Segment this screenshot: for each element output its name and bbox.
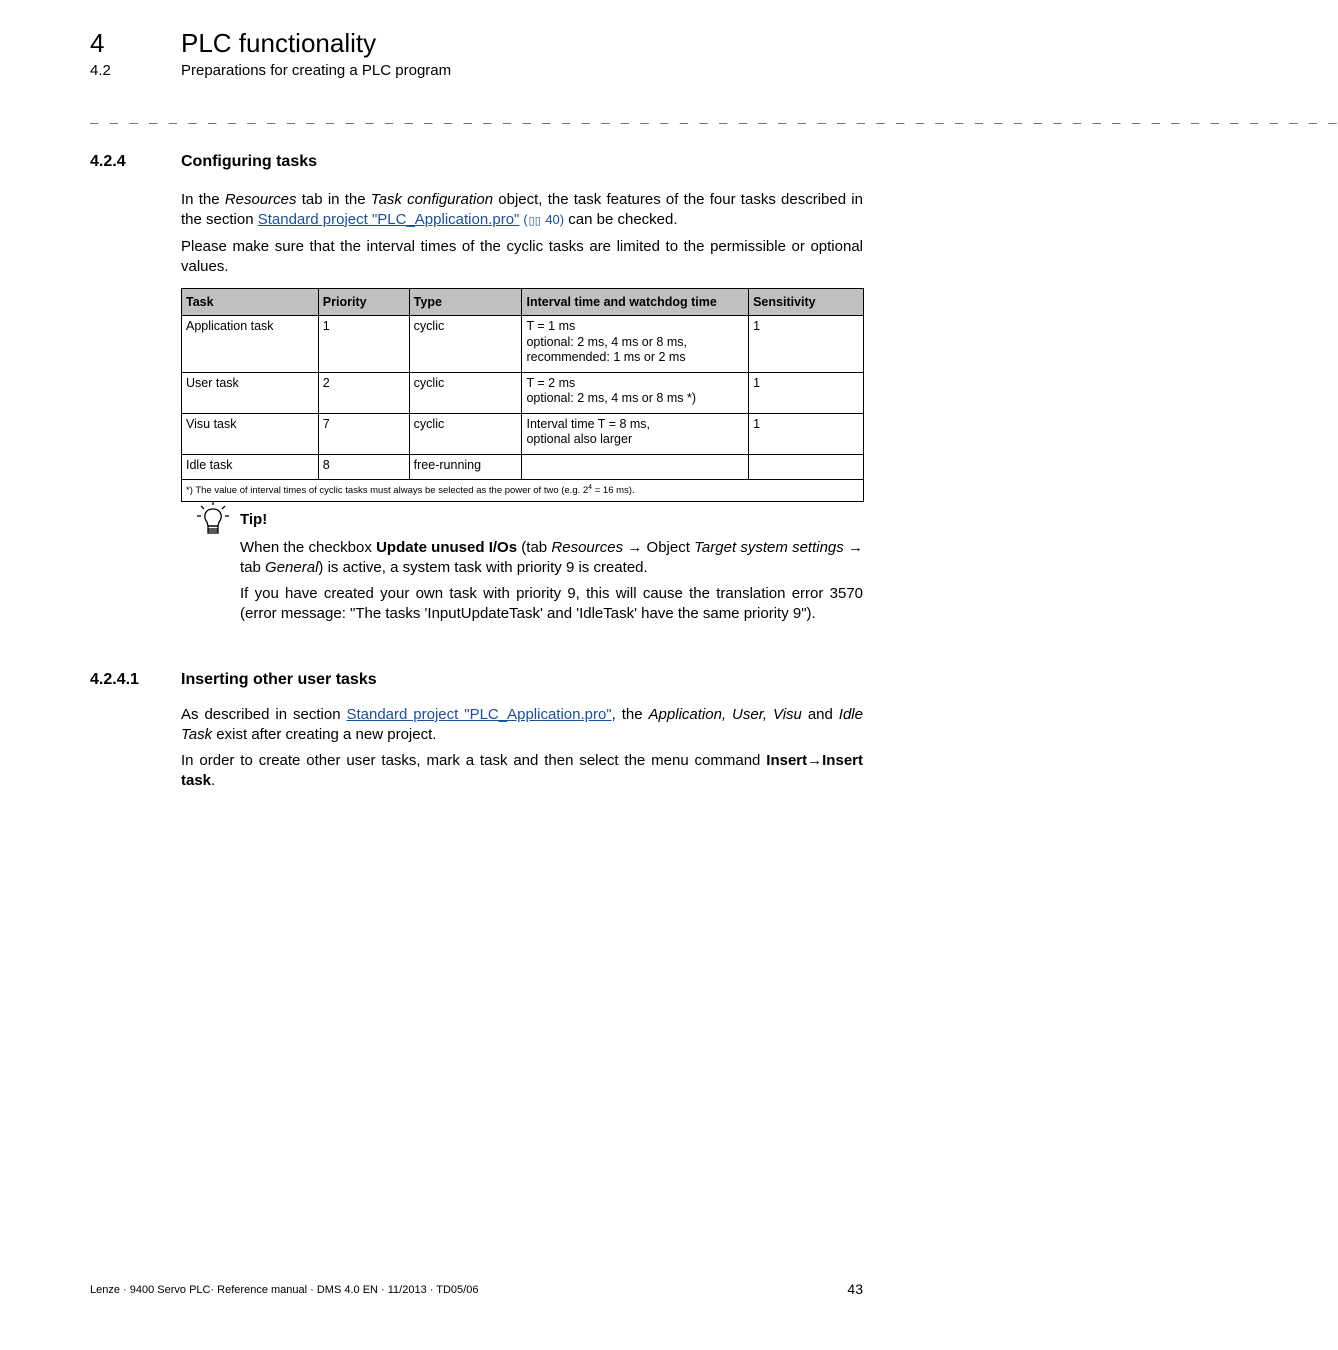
interval-line: T = 1 ms <box>526 319 576 333</box>
text-bold: Update unused I/Os <box>376 539 518 556</box>
interval-line: optional: 2 ms, 4 ms or 8 ms *) <box>526 391 696 405</box>
link-standard-project[interactable]: Standard project "PLC_Application.pro" <box>346 706 612 723</box>
text-italic: Idle Task <box>181 706 863 743</box>
interval-line: recommended: 1 ms or 2 ms <box>526 350 686 364</box>
text: object, the task features of the four tasks described in the section <box>181 191 863 228</box>
text-italic: Task configuration <box>370 191 494 208</box>
cell-priority: 7 <box>318 413 409 454</box>
col-header: Interval time and watchdog time <box>522 289 749 316</box>
arrow-icon: → <box>843 539 864 556</box>
menu-command: Insert→Insert task <box>181 752 863 789</box>
paragraph-insert-task <box>181 751 863 790</box>
text: (tab <box>517 539 552 556</box>
table-row <box>182 413 864 454</box>
table-row <box>182 454 864 480</box>
ref-page: 40) <box>545 211 565 227</box>
cell-type: cyclic <box>409 413 522 454</box>
text: tab <box>240 558 266 576</box>
footnote-superscript: 4 <box>588 484 593 491</box>
page-number: 43 <box>847 1281 863 1297</box>
paragraph-interval-note: Please make sure that the interval times of the cyclic tasks are limited to the permissible or optional values. <box>181 238 863 275</box>
cell-priority: 2 <box>318 372 409 413</box>
text-italic: Application, User, Visu <box>648 706 802 723</box>
text: tab in the <box>296 191 371 208</box>
text: , the <box>611 706 649 723</box>
table-footnote <box>182 480 864 502</box>
cell-interval <box>522 316 749 373</box>
col-header: Task <box>182 289 319 316</box>
cell-task: User task <box>182 372 319 413</box>
paragraph-resources <box>181 190 863 231</box>
ref-open: ( <box>523 211 528 227</box>
text: exist after creating a new project. <box>212 725 437 743</box>
book-icon: ▯▯ <box>528 214 541 227</box>
cell-interval <box>522 372 749 413</box>
heading-title-424: Configuring tasks <box>181 153 318 170</box>
text-italic: Target system settings <box>694 539 844 556</box>
text: . <box>211 771 216 789</box>
cell-interval <box>522 454 749 480</box>
section-number: 4.2 <box>90 62 111 79</box>
cell-type: cyclic <box>409 372 522 413</box>
table-footnote-row <box>182 480 864 502</box>
cell-priority: 8 <box>318 454 409 480</box>
cell-task: Application task <box>182 316 319 373</box>
chapter-number: 4 <box>90 28 105 58</box>
cell-sensitivity: 1 <box>749 316 864 373</box>
chapter-title: PLC functionality <box>181 28 377 58</box>
col-header: Priority <box>318 289 409 316</box>
table-row <box>182 316 864 373</box>
text: and <box>801 706 839 723</box>
text: As described in section <box>181 706 347 723</box>
tip-label: Tip! <box>240 511 268 528</box>
cell-sensitivity: 1 <box>749 372 864 413</box>
cell-interval <box>522 413 749 454</box>
heading-title-4241: Inserting other user tasks <box>181 671 377 688</box>
text: In the <box>181 191 225 208</box>
cell-priority: 1 <box>318 316 409 373</box>
cell-task: Visu task <box>182 413 319 454</box>
text: When the checkbox <box>240 539 377 556</box>
tip-paragraph-checkbox <box>240 538 863 577</box>
text-italic: Resources <box>224 191 297 208</box>
cell-sensitivity: 1 <box>749 413 864 454</box>
text: In order to create other user tasks, mark a task and then select the menu command <box>181 752 767 769</box>
arrow-icon: → <box>623 539 647 556</box>
heading-number-4241: 4.2.4.1 <box>90 671 139 688</box>
cell-type: free-running <box>409 454 522 480</box>
section-title: Preparations for creating a PLC program <box>181 62 452 79</box>
text-italic: Resources <box>551 539 624 556</box>
cell-sensitivity <box>749 454 864 480</box>
task-table <box>181 288 864 502</box>
cell-task: Idle task <box>182 454 319 480</box>
interval-line: Interval time T = 8 ms, <box>526 416 651 431</box>
page-reference[interactable] <box>523 212 564 227</box>
table-row <box>182 372 864 413</box>
heading-number-424: 4.2.4 <box>90 153 126 170</box>
paragraph-described <box>181 705 863 744</box>
text: can be checked. <box>564 210 678 228</box>
text: ) is active, a system task with priority 9 is created. <box>318 558 648 576</box>
text-italic: General <box>265 558 319 576</box>
link-standard-project[interactable]: Standard project "PLC_Application.pro" <box>257 210 520 228</box>
cell-type: cyclic <box>409 316 522 373</box>
interval-line: optional: 2 ms, 4 ms or 8 ms, <box>526 334 687 349</box>
interval-line: optional also larger <box>526 432 633 446</box>
lightbulb-icon <box>196 500 230 536</box>
footnote-text: *) The value of interval times of cyclic tasks must always be selected as the power of two (e.g. 2 <box>186 485 589 497</box>
tip-paragraph-priority: If you have created your own task with priority 9, this will cause the translation error 3570 (error message: "The tasks 'InputUpdateTask' and 'IdleTask' have the same priority 9"). <box>240 585 863 622</box>
footer-text: Lenze · 9400 Servo PLC· Reference manual · DMS 4.0 EN · 11/2013 · TD05/06 <box>90 1284 479 1296</box>
table-header-row <box>182 289 864 316</box>
header-separator: _ _ _ _ _ _ _ _ _ _ _ _ _ _ _ _ _ _ _ _ _ _ _ _ _ _ _ _ _ _ _ _ _ _ _ _ _ _ _ _ _ _ _ _ _ _ _ _ _ _ _ _ _ _ _ _ _ _ _ _ _ _ _ _ <box>90 108 1338 124</box>
interval-line: T = 2 ms <box>526 375 576 390</box>
footnote-text: = 16 ms). <box>592 485 635 497</box>
text: Object <box>646 539 695 556</box>
col-header: Type <box>409 289 522 316</box>
col-header: Sensitivity <box>749 289 864 316</box>
